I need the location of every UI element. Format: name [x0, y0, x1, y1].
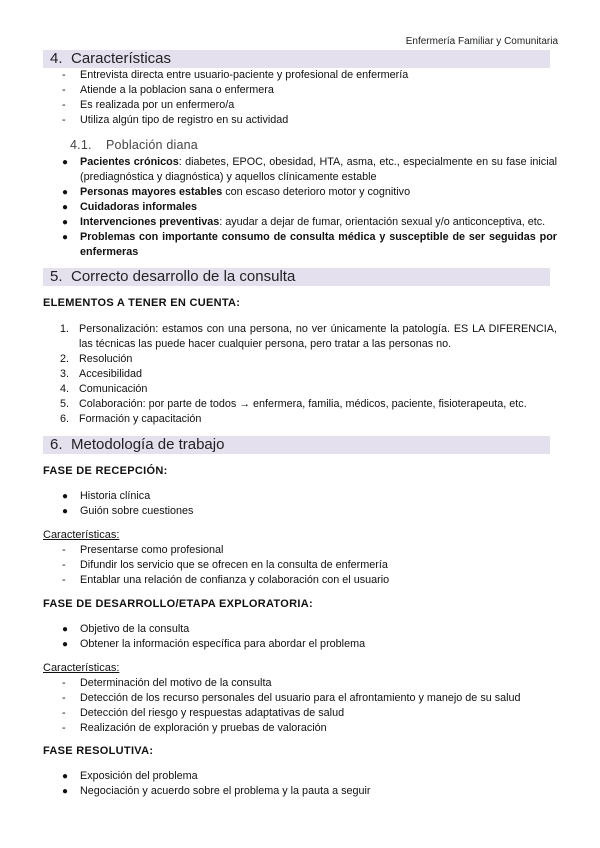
- section-4-heading: [43, 50, 550, 68]
- list-item: ● Negociación y acuerdo sobre el problema y la pauta a seguir: [62, 785, 371, 797]
- list-item: 3. Accesibilidad: [60, 368, 143, 380]
- section-5-heading: [43, 268, 550, 286]
- list-item: - Difundir los servicio que se ofrecen en la consulta de enfermería: [62, 559, 388, 571]
- list-item: ● Pacientes crónicos: diabetes, EPOC, obesidad, HTA, asma, etc., especialmente en su fase inicial (prediagnóstica y diagnóstica) y aquellos clínicamente estable: [62, 156, 557, 183]
- list-item: - Determinación del motivo de la consulta: [62, 677, 272, 689]
- fase-desarrollo-label: FASE DE DESARROLLO/ETAPA EXPLORATORIA:: [43, 598, 313, 610]
- recepcion-bullets: [60, 489, 557, 519]
- subsection-title: Población diana: [106, 138, 198, 152]
- poblacion-diana-list: [60, 155, 557, 260]
- list-item: - Realización de exploración y pruebas de valoración: [62, 722, 327, 734]
- list-item: - Es realizada por un enfermero/a: [62, 99, 235, 111]
- list-item: ● Obtener la información específica para abordar el problema: [62, 638, 366, 650]
- section-6-heading: [43, 436, 550, 454]
- list-item: - Detección del riesgo y respuestas adaptativas de salud: [62, 707, 345, 719]
- resolutiva-bullets: [60, 769, 557, 799]
- list-item: - Detección de los recurso personales del usuario para el afrontamiento y manejo de su salud: [62, 692, 521, 704]
- fase-recepcion-label: FASE DE RECEPCIÓN:: [43, 465, 168, 477]
- list-item: ● Personas mayores estables con escaso deterioro motor y cognitivo: [62, 186, 411, 198]
- desarrollo-caracteristicas-label: Características:: [43, 662, 120, 674]
- subsection-number: 4.1.: [70, 138, 92, 152]
- list-item: ● Guión sobre cuestiones: [62, 505, 194, 517]
- list-item: ● Cuidadoras informales: [62, 201, 197, 213]
- elementos-list: [60, 322, 557, 427]
- list-item: 5. Colaboración: por parte de todos → enfermera, familia, médicos, paciente, fisioterapeuta, etc.: [60, 398, 527, 410]
- fase-resolutiva-label: FASE RESOLUTIVA:: [43, 745, 154, 757]
- list-item: ● Problemas con importante consumo de consulta médica y susceptible de ser seguidas por enfermeras: [62, 231, 557, 258]
- list-item: ● Exposición del problema: [62, 770, 198, 782]
- list-item: 6. Formación y capacitación: [60, 413, 202, 425]
- list-item: - Atiende a la poblacion sana o enfermera: [62, 84, 274, 96]
- list-item: 1. Personalización: estamos con una persona, no ver únicamente la patología. ES LA DIFERENCIA, las técnicas las puede hacer cualquier persona, pero tratar a las personas no.: [60, 323, 557, 350]
- list-item: ● Intervenciones preventivas: ayudar a dejar de fumar, orientación sexual y/o anticonceptiva, etc.: [62, 216, 546, 228]
- list-item: - Presentarse como profesional: [62, 544, 224, 556]
- section-title: Correcto desarrollo de la consulta: [71, 268, 296, 285]
- list-item: - Utiliza algún tipo de registro en su actividad: [62, 114, 289, 126]
- section-number: 5.: [50, 268, 63, 285]
- list-item: 2. Resolución: [60, 353, 133, 365]
- running-header: Enfermería Familiar y Comunitaria: [405, 36, 558, 47]
- section-title: Características: [71, 50, 172, 67]
- section-title: Metodología de trabajo: [71, 436, 225, 453]
- desarrollo-caracteristicas-list: [60, 676, 557, 736]
- section-4-list: [60, 68, 557, 128]
- recepcion-caracteristicas-list: [60, 543, 557, 588]
- list-item: 4. Comunicación: [60, 383, 148, 395]
- list-item: - Entablar una relación de confianza y colaboración con el usuario: [62, 574, 390, 586]
- subsection-4-1-heading: [70, 138, 198, 152]
- section-number: 4.: [50, 50, 63, 67]
- desarrollo-bullets: [60, 622, 557, 652]
- recepcion-caracteristicas-label: Características:: [43, 529, 120, 541]
- section-number: 6.: [50, 436, 63, 453]
- list-item: ● Historia clínica: [62, 490, 151, 502]
- list-item: ● Objetivo de la consulta: [62, 623, 190, 635]
- list-item: - Entrevista directa entre usuario-paciente y profesional de enfermería: [62, 69, 409, 81]
- elementos-label: ELEMENTOS A TENER EN CUENTA:: [43, 297, 241, 309]
